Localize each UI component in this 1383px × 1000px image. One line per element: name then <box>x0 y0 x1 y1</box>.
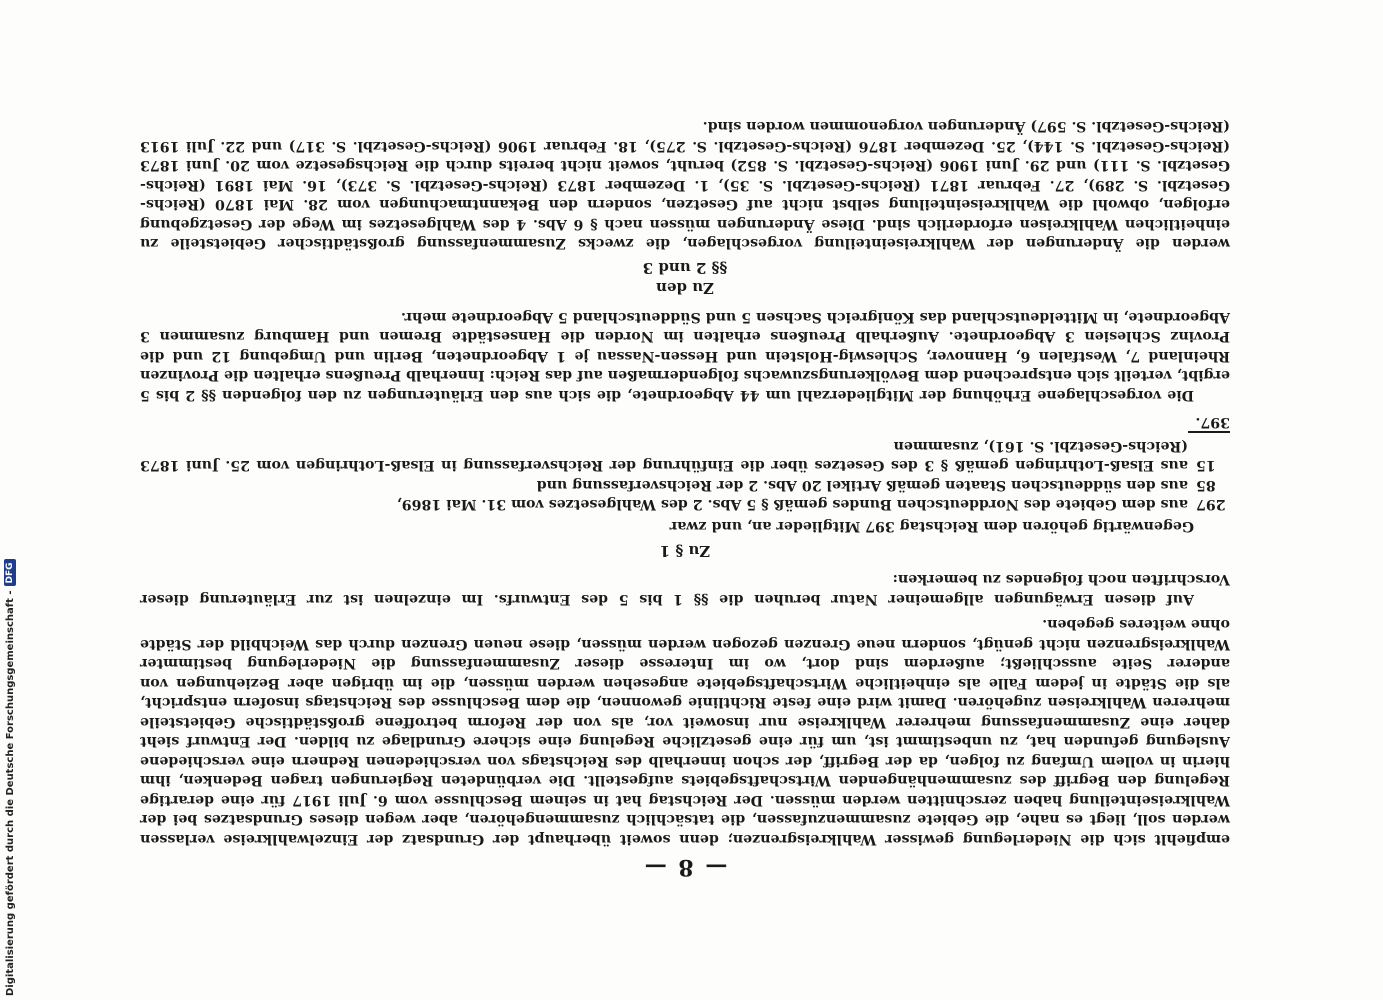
digitization-credit <box>4 559 16 996</box>
paragraph-erhoehung: Die vorgeschlagene Erhöhung der Mitgliederzahl um 44 Abgeordnete, die sich aus den Erläuterungen zu den folgenden §§ 2 bis 5 ergibt, verteilt sich entsprechend dem Bevölkerungszuwachs folgendermaßen auf das Reich: Innerhalb Preußens erhalten die Provinzen Rheinland 7, Westfalen 6, Hannover, Schleswig-Holstein und Hessen-Nassau je 1 Abgeordneten, Berlin und Umgebung 12 und die Provinz Schlesien 3 Abgeordnete. Außerhalb Preußens erhalten im Norden die Hansestädte Bremen und Hamburg zusammen 3 Abgeordnete, in Mitteldeutschland das Königreich Sachsen 5 und Süddeutschland 5 Abgeordnete mehr. <box>140 309 1230 403</box>
list-item <box>140 475 1230 495</box>
list-item-text: aus dem Gebiete des Norddeutschen Bundes gemäß § 5 Abs. 2 des Wahlgesetzes vom 31. Mai 1869, <box>396 496 1188 513</box>
list-item-text: aus den süddeutschen Staaten gemäß Artikel 20 Abs. 2 der Reichsverfassung und <box>536 477 1188 493</box>
list-item <box>140 494 1230 514</box>
heading-zu-den: Zu den <box>656 279 715 298</box>
member-total-value: 397. <box>1188 412 1230 434</box>
page-number: — 8 — <box>642 854 728 880</box>
heading-para-2-und-3: §§ 2 und 3 <box>642 259 728 278</box>
list-item <box>140 436 1230 475</box>
paragraph-aenderungen: werden die Änderungen der Wahlkreiseinteilung vorgeschlagen, die zwecks Zusammenfassung großstädtischer Gebietsteile zu einheitlichen Wahlkreisen erforderlich sind. Diese Änderungen müssen nach § 6 Abs. 4 des Wahlgesetzes im Wege der Gesetzgebung erfolgen, obwohl die Wahlkreiseinteilung selbst nicht auf Gesetzen, sondern den Bekanntmachungen vom 28. Mai 1870 (Reichs-Gesetzbl. S. 289), 27. Februar 1871 (Reichs-Gesetzbl. S. 35), 1. Dezember 1873 (Reichs-Gesetzbl. S. 373), 16. Mai 1891 (Reichs-Gesetzbl. S. 111) und 29. Juni 1906 (Reichs-Gesetzbl. S. 852) beruht, soweit nicht bereits durch die Reichsgesetze vom 20. Juni 1873 (Reichs-Gesetzbl. S. 144), 25. Dezember 1876 (Reichs-Gesetzbl. S. 275), 18. Februar 1906 (Reichs-Gesetzbl. S. 317) und 22. Juli 1913 (Reichs-Gesetzbl. S. 597) Änderungen vorgenommen worden sind. <box>140 118 1230 252</box>
member-list <box>140 412 1230 514</box>
heading-zu-para-1: Zu § 1 <box>659 542 711 560</box>
paragraph-erwaegungen: Auf diesen Erwägungen allgemeiner Natur beruhen die §§ 1 bis 5 des Entwurfs. Im einzelnen ist zur Erläuterung dieser Vorschriften noch folgendes zu bemerken: <box>140 571 1230 607</box>
list-item-number: 297 <box>1196 496 1226 513</box>
dfg-logo-icon: DFG <box>4 559 16 586</box>
member-total <box>140 412 1230 434</box>
document-page <box>140 118 1230 880</box>
digitization-credit-text: Digitalisierung gefördert durch die Deutsche Forschungsgemeinschaft - <box>4 590 16 996</box>
list-item-number: 15 <box>1196 457 1216 474</box>
intro-paragraph: empfiehlt sich die Niederlegung gewisser Wahlkreisgrenzen; denn soweit überhaupt der Grundsatz der Einzelwahlkreise verlassen werden soll, liegt es nahe, die Gebiete zusammenzufassen, die tatsächlich zusammengehören, aber wegen dieses Grundsatzes bei der Wahlkreiseinteilung haben zerschnitten werden müssen. Der Reichstag hat in seinem Beschlusse vom 6. Juli 1917 für eine derartige Regelung den Begriff des zusammenhängenden Wirtschaftsgebiets aufgestellt. Die verbündeten Regierungen tragen Bedenken, ihm hierin in vollem Umfang zu folgen, da der Begriff, der schon innerhalb des Reichstags von verschiedenen Rednern eine verschiedene Auslegung gefunden hat, zu unbestimmt ist, um für eine gesetzliche Regelung eine sichere Grundlage zu bilden. Der Entwurf sieht daher eine Zusammenfassung mehrerer Wahlkreise nur insoweit vor, als von der Reform betroffene großstädtische Gebietsteile mehreren Wahlkreisen zugehören. Damit wird eine feste Richtlinie gewonnen, die dem Beschlusse des Reichstags insofern entspricht, als die Städte in jedem Falle als einheitliche Wirtschaftsgebiete angesehen werden müssen, die im übrigen aber Beziehungen von anderer Seite ausschließt; außerdem sind dort, wo im Interesse dieser Zusammenfassung die Niederlegung bestimmter Wahlkreisgrenzen nicht genügt, sondern neue Grenzen gezogen werden müssen, diese neuen Grenzen durch das Weichbild der Städte ohne weiteres gegeben. <box>140 616 1230 847</box>
list-item-text: aus Elsaß-Lothringen gemäß § 3 des Gesetzes über die Einführung der Reichsverfassung in Elsaß-Lothringen vom 25. Juni 1873 (Reichs-Gesetzbl. S. 161), zusammen <box>140 438 1188 474</box>
list-item-number: 85 <box>1196 477 1216 493</box>
paragraph-mitglieder: Gegenwärtig gehören dem Reichstag 397 Mitglieder an, und zwar <box>669 518 1194 534</box>
